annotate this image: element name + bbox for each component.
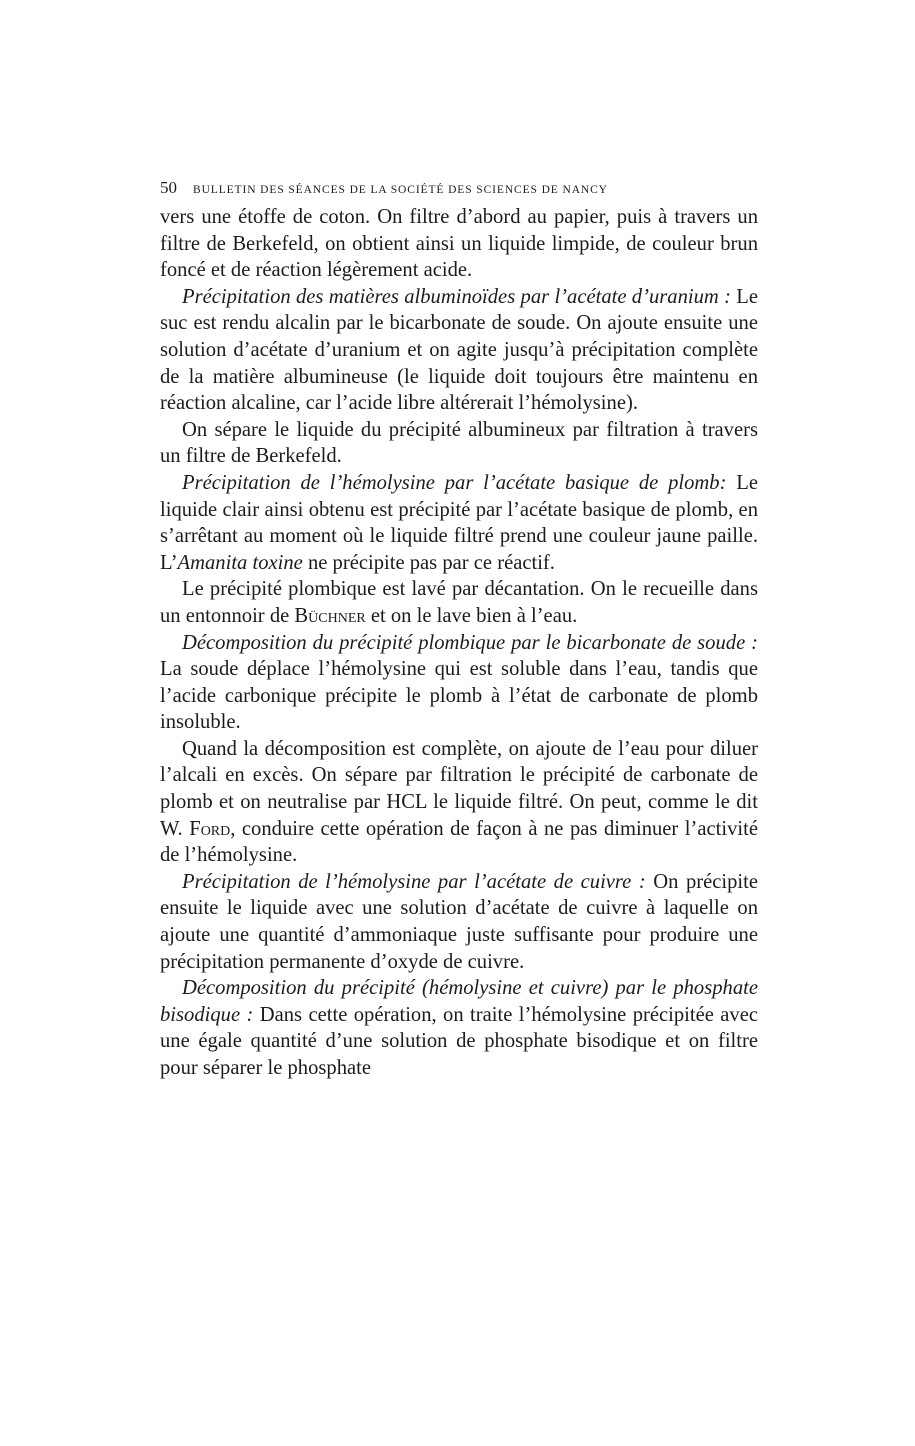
paragraph-text: On précipite ensuite le liquide avec une solution d’acétate de cuivre à laquelle on ajoute une quantité d’ammoniaque juste suffisante pour produire une précipitation permanente d’oxyde de cuivre. [160, 870, 759, 973]
paragraph-5 [160, 576, 758, 629]
running-head-title: BULLETIN DES SÉANCES DE LA SOCIÉTÉ DES SCIENCES DE NANCY [193, 184, 608, 196]
section-heading: Précipitation des matières albuminoïdes par l’acétate d’uranium : [182, 285, 731, 308]
paragraph-8 [160, 869, 758, 975]
paragraph-text: et on le lave bien à l’eau. [370, 604, 578, 627]
paragraph-4 [160, 470, 758, 576]
paragraph-text: Le précipité plombique est lavé par décantation. On le recueille dans un entonnoir de [160, 578, 758, 627]
section-heading: Décomposition du précipité plombique par le bicarbonate de soude : [182, 631, 758, 654]
paragraph-text: Quand la décomposition est complète, on ajoute de l’eau pour diluer l’alcali en excès. On sépare par filtration le précipité de carbonate de plomb et on neutralise par HCL le liquide filtré. On peut, comme le dit W. [160, 737, 758, 840]
paragraph-2 [160, 284, 758, 417]
paragraph-6 [160, 630, 758, 736]
paragraph-text: La soude déplace l’hémolysine qui est soluble dans l’eau, tandis que l’acide carbonique précipite le plomb à l’état de carbonate de plomb insoluble. [160, 658, 758, 734]
paragraph-text: On sépare le liquide du précipité albumineux par filtration à travers un filtre de Berkefeld. [160, 418, 758, 468]
paragraph-text: vers une étoffe de coton. On filtre d’abord au papier, puis à travers un filtre de Berkefeld, on obtient ainsi un liquide limpide, de couleur brun foncé et de réaction légèrement acide. [160, 206, 758, 282]
running-head [160, 178, 758, 200]
paragraph-text: Dans cette opération, on traite l’hémolysine précipitée avec une égale quantité d’une solution de phosphate bisodique et on filtre pour séparer le phosphate [160, 1003, 758, 1079]
paragraph-7 [160, 736, 758, 869]
italic-term: Amanita toxine [177, 551, 303, 574]
page-number: 50 [160, 178, 177, 197]
paragraph-1 [160, 204, 758, 284]
section-heading: Précipitation de l’hémolysine par l’acétate de cuivre : [182, 870, 646, 893]
author-name: Ford [189, 817, 231, 840]
author-name: Büchner [294, 604, 366, 627]
paragraph-text: Le liquide clair ainsi obtenu est précipité par l’acétate basique de plomb, en s’arrêtant au moment où le liquide filtré prend une couleur jaune paille. L’ [160, 471, 758, 574]
paragraph-3 [160, 417, 758, 470]
paragraph-text: , conduire cette opération de façon à ne pas diminuer l’activité de l’hémolysine. [160, 817, 758, 867]
book-page [160, 178, 758, 1082]
paragraph-text: Le suc est rendu alcalin par le bicarbonate de soude. On ajoute ensuite une solution d’acétate d’uranium et on agite jusqu’à précipitation complète de la matière albumineuse (le liquide doit toujours être maintenu en réaction alcaline, car l’acide libre altérerait l’hémolysine). [160, 285, 758, 415]
section-heading: Précipitation de l’hémolysine par l’acétate basique de plomb: [182, 471, 727, 494]
paragraph-text: ne précipite pas par ce réactif. [307, 551, 555, 574]
paragraph-9 [160, 975, 758, 1081]
section-heading: Décomposition du précipité (hémolysine et cuivre) par le phosphate bisodique : [160, 977, 758, 1026]
